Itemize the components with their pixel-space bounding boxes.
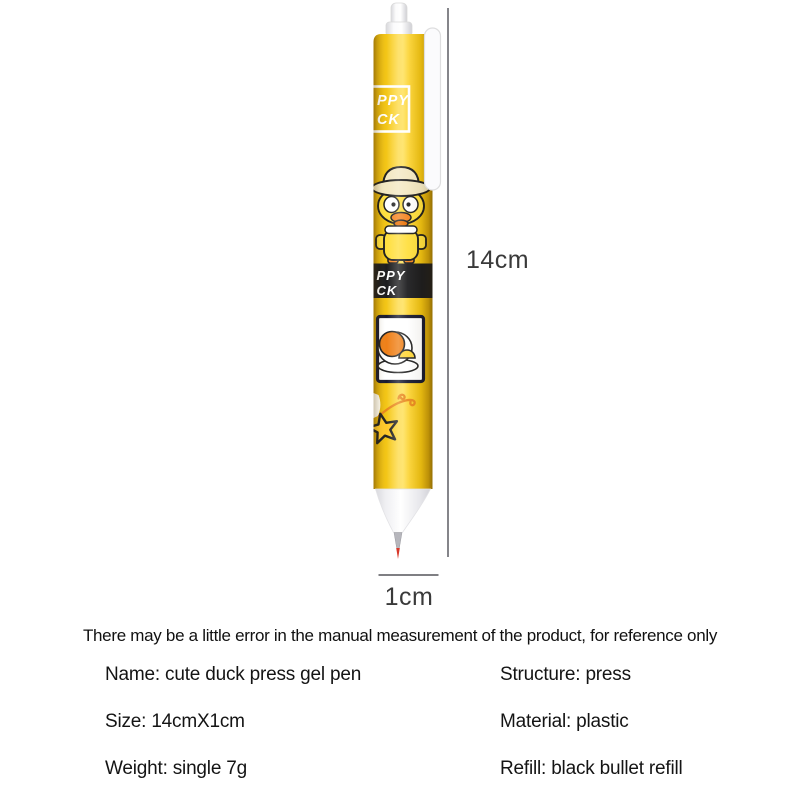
spec-material: Material: plastic — [500, 711, 629, 732]
spec-row-size-material — [0, 711, 800, 735]
spec-weight: Weight: single 7g — [105, 758, 248, 779]
pen-tip-cone — [376, 489, 431, 533]
spec-structure: Structure: press — [500, 664, 631, 685]
pen-push-button — [386, 3, 412, 36]
length-label: 14cm — [466, 246, 530, 274]
disclaimer-text: There may be a little error in the manual measurement of the product, for reference only — [82, 626, 718, 645]
pen-ink-tip — [396, 548, 400, 559]
pen-needle-tip — [394, 533, 402, 551]
width-label: 1cm — [384, 583, 434, 611]
spec-refill: Refill: black bullet refill — [500, 758, 683, 779]
spec-size: Size: 14cmX1cm — [105, 711, 245, 732]
spec-name: Name: cute duck press gel pen — [105, 664, 362, 685]
pen-clip — [425, 28, 441, 190]
spec-row-name-structure — [0, 664, 800, 688]
spec-row-weight-refill — [0, 758, 800, 782]
